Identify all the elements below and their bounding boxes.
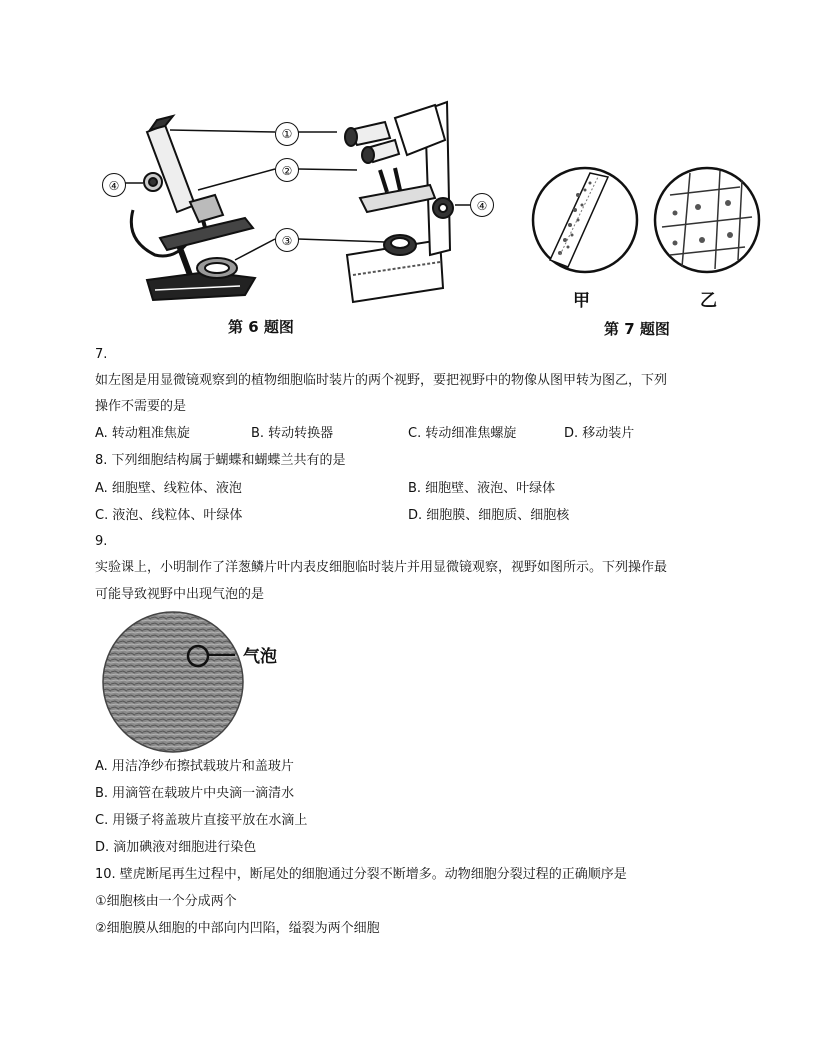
q7-text-line2: 操作不需要的是 xyxy=(95,399,187,414)
monocular-microscope xyxy=(131,116,255,300)
q8-text: 8. 下列细胞结构属于蝴蝶和蝴蝶兰共有的是 xyxy=(95,453,346,468)
label-1-text: ① xyxy=(281,127,293,141)
label-4-left xyxy=(102,173,126,197)
bubble-field-figure xyxy=(95,610,255,755)
q7-text-line1: 如左图是用显微镜观察到的植物细胞临时装片的两个视野，要把视野中的物像从图甲转为图乙，下列 xyxy=(95,373,668,388)
fig6-caption: 第 6 题图 xyxy=(228,318,294,336)
q9-text-line1: 实验课上，小明制作了洋葱鳞片叶内表皮细胞临时装片并用显微镜观察，视野如图所示。下列操作最 xyxy=(95,560,668,575)
q8-option-b[interactable]: B. 细胞壁、液泡、叶绿体 xyxy=(408,481,556,496)
q7-option-b[interactable]: B. 转动转换器 xyxy=(251,426,334,441)
q10-text: 10. 壁虎断尾再生过程中，断尾处的细胞通过分裂不断增多。动物细胞分裂过程的正确顺序是 xyxy=(95,867,627,882)
fig7-caption: 第 7 题图 xyxy=(604,320,670,338)
q9-number: 9. xyxy=(95,534,108,549)
q7-number: 7. xyxy=(95,347,108,362)
q9-option-a[interactable]: A. 用洁净纱布擦拭载玻片和盖玻片 xyxy=(95,759,294,774)
label-1 xyxy=(275,122,299,146)
q8-option-a[interactable]: A. 细胞壁、线粒体、液泡 xyxy=(95,481,242,496)
label-3 xyxy=(275,228,299,252)
q7-option-c[interactable]: C. 转动细准焦螺旋 xyxy=(408,426,517,441)
q9-option-c[interactable]: C. 用镊子将盖玻片直接平放在水滴上 xyxy=(95,813,308,828)
microscope-figure xyxy=(95,90,515,310)
label-4-right xyxy=(470,193,494,217)
label-4-left-text: ④ xyxy=(108,179,120,193)
cell-field-figure xyxy=(530,165,770,285)
label-4-right-text: ④ xyxy=(476,199,488,213)
q7-option-a[interactable]: A. 转动粗准焦旋 xyxy=(95,426,190,441)
bubble-label: 气泡 xyxy=(243,647,277,667)
fig7-label-jia: 甲 xyxy=(573,291,590,311)
field-jia xyxy=(533,168,637,272)
label-2 xyxy=(275,158,299,182)
q8-option-c[interactable]: C. 液泡、线粒体、叶绿体 xyxy=(95,508,243,523)
q7-option-d[interactable]: D. 移动装片 xyxy=(564,426,635,441)
field-yi xyxy=(655,168,759,272)
label-3-text: ③ xyxy=(281,234,293,248)
q10-step-2: ②细胞膜从细胞的中部向内凹陷，缢裂为两个细胞 xyxy=(95,921,380,936)
q8-option-d[interactable]: D. 细胞膜、细胞质、细胞核 xyxy=(408,508,570,523)
label-2-text: ② xyxy=(281,164,293,178)
q9-text-line2: 可能导致视野中出现气泡的是 xyxy=(95,587,265,602)
q9-option-d[interactable]: D. 滴加碘液对细胞进行染色 xyxy=(95,840,257,855)
binocular-microscope xyxy=(345,102,453,302)
q9-option-b[interactable]: B. 用滴管在载玻片中央滴一滴清水 xyxy=(95,786,295,801)
fig7-label-yi: 乙 xyxy=(700,291,717,311)
q10-step-1: ①细胞核由一个分成两个 xyxy=(95,894,237,909)
